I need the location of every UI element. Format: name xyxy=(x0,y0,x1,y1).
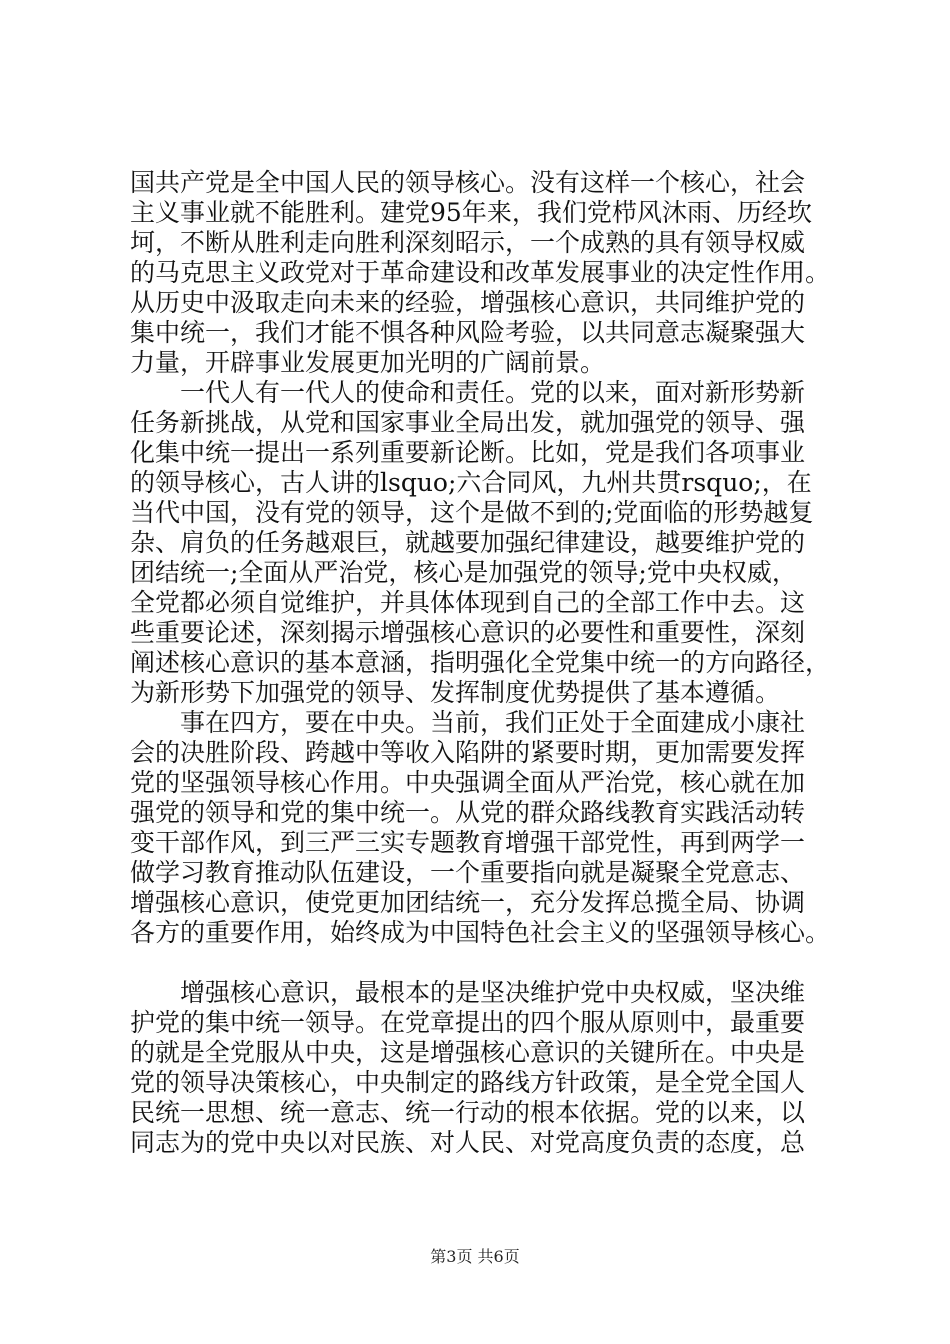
text-line: 从历史中汲取走向未来的经验，增强核心意识，共同维护党的 xyxy=(130,288,806,317)
text-line: 国共产党是全中国人民的领导核心。没有这样一个核心，社会 xyxy=(130,168,806,197)
text-line: 坷，不断从胜利走向胜利深刻昭示，一个成熟的具有领导权威 xyxy=(130,228,806,257)
text-line: 变干部作风，到三严三实专题教育增强干部党性，再到两学一 xyxy=(130,828,806,857)
text-line: 事在四方，要在中央。当前，我们正处于全面建成小康社 xyxy=(130,708,806,737)
text-line: 力量，开辟事业发展更加光明的广阔前景。 xyxy=(130,348,606,377)
paragraph-gap xyxy=(130,948,830,978)
text-line: 的就是全党服从中央，这是增强核心意识的关键所在。中央是 xyxy=(130,1038,806,1067)
text-line: 化集中统一提出一系列重要新论断。比如，党是我们各项事业 xyxy=(130,438,806,467)
text-line: 同志为的党中央以对民族、对人民、对党高度负责的态度，总 xyxy=(130,1128,806,1157)
text-line: 一代人有一代人的使命和责任。党的以来，面对新形势新 xyxy=(130,378,806,407)
text-line: 会的决胜阶段、跨越中等收入陷阱的紧要时期，更加需要发挥 xyxy=(130,738,806,767)
text-line: 任务新挑战，从党和国家事业全局出发，就加强党的领导、强 xyxy=(130,408,806,437)
text-line: 民统一思想、统一意志、统一行动的根本依据。党的以来，以 xyxy=(130,1098,806,1127)
text-line: 杂、肩负的任务越艰巨，就越要加强纪律建设，越要维护党的 xyxy=(130,528,806,557)
text-line: 党的坚强领导核心作用。中央强调全面从严治党，核心就在加 xyxy=(130,768,806,797)
text-line: 增强核心意识，使党更加团结统一，充分发挥总揽全局、协调 xyxy=(130,888,806,917)
text-line: 做学习教育推动队伍建设，一个重要指向就是凝聚全党意志、 xyxy=(130,858,806,887)
text-line: 主义事业就不能胜利。建党95年来，我们党栉风沐雨、历经坎 xyxy=(130,198,812,227)
text-line: 集中统一，我们才能不惧各种风险考验，以共同意志凝聚强大 xyxy=(130,318,806,347)
text-line: 增强核心意识，最根本的是坚决维护党中央权威，坚决维 xyxy=(130,978,806,1007)
page-number-footer: 第3页 共6页 xyxy=(430,1247,520,1266)
text-line: 当代中国，没有党的领导，这个是做不到的;党面临的形势越复 xyxy=(130,498,814,527)
text-line: 为新形势下加强党的领导、发挥制度优势提供了基本遵循。 xyxy=(130,678,781,707)
text-line: 强党的领导和党的集中统一。从党的群众路线教育实践活动转 xyxy=(130,798,806,827)
text-line: 的领导核心，古人讲的lsquo;六合同风，九州共贯rsquo;，在 xyxy=(130,468,812,497)
text-line: 阐述核心意识的基本意涵，指明强化全党集中统一的方向路径， xyxy=(130,648,831,677)
text-line: 各方的重要作用，始终成为中国特色社会主义的坚强领导核心。 xyxy=(130,918,831,947)
text-line: 党的领导决策核心，中央制定的路线方针政策，是全党全国人 xyxy=(130,1068,806,1097)
document-body xyxy=(130,168,830,1158)
text-line: 的马克思主义政党对于革命建设和改革发展事业的决定性作用。 xyxy=(130,258,831,287)
text-line: 护党的集中统一领导。在党章提出的四个服从原则中，最重要 xyxy=(130,1008,806,1037)
text-line: 团结统一;全面从严治党，核心是加强党的领导;党中央权威， xyxy=(130,558,797,587)
text-line: 些重要论述，深刻揭示增强核心意识的必要性和重要性，深刻 xyxy=(130,618,806,647)
text-line: 全党都必须自觉维护，并具体体现到自己的全部工作中去。这 xyxy=(130,588,806,617)
